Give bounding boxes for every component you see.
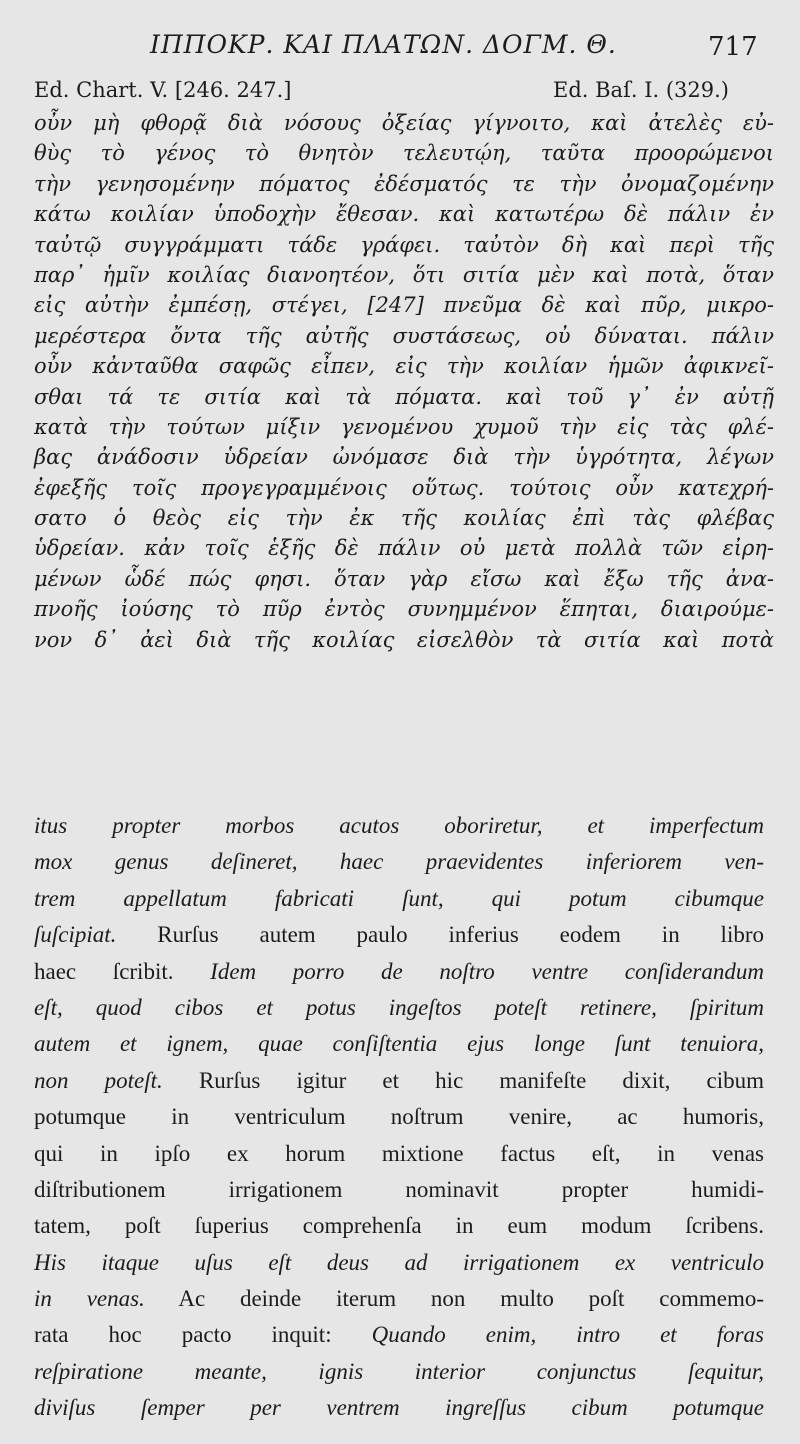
greek-text-line: μένων ὧδέ πώς φησι. ὅταν γὰρ εἴσω καὶ ἔξω τῆς ἀνα- xyxy=(34,566,774,591)
latin-text-line xyxy=(34,844,764,880)
latin-italic-segment: His itaque uſus eſt deus ad irrigationem ex ventriculo xyxy=(34,1249,764,1275)
greek-text-line: ὑδρείαν. κἀν τοῖς ἑξῆς δὲ πάλιν οὐ μετὰ πολλὰ τῶν εἰρη- xyxy=(34,536,774,561)
latin-roman-segment: haec ſcribit. xyxy=(34,958,211,984)
latin-text-line xyxy=(34,1281,764,1317)
greek-text-line: μερέστερα ὄντα τῆς αὐτῆς συστάσεως, οὐ δύναται. πάλιν xyxy=(34,323,774,348)
latin-roman-segment: diſtributionem irrigationem nominavit propter humidi- xyxy=(34,1176,764,1202)
edition-basel-reference: Ed. Baſ. I. (329.) xyxy=(553,78,729,102)
greek-text-line: νον δ᾿ ἀεὶ διὰ τῆς κοιλίας εἰσελθὸν τὰ σιτία καὶ ποτὰ xyxy=(34,627,774,652)
latin-italic-segment: mox genus deſineret, haec praevidentes inferiorem ven- xyxy=(34,849,764,875)
latin-italic-segment: Quando enim, intro et foras xyxy=(371,1322,764,1348)
latin-roman-segment: rata hoc pacto inquit: xyxy=(34,1322,372,1348)
latin-text-line xyxy=(34,1317,764,1353)
greek-text-line: εἰς αὐτὴν ἐμπέσῃ, στέγει, [247] πνεῦμα δὲ καὶ πῦρ, μικρο- xyxy=(34,293,774,318)
latin-italic-segment: itus propter morbos acutos oboriretur, et imperfectum xyxy=(34,813,764,838)
latin-italic-segment: eſt, quod cibos et potus ingeſtos poteſt retinere, ſpiritum xyxy=(34,994,764,1020)
latin-text-line xyxy=(34,808,764,844)
latin-italic-segment: trem appellatum fabricati ſunt, qui potum cibumque xyxy=(34,885,764,911)
latin-text-line xyxy=(34,1172,764,1208)
latin-roman-segment: Rurſus igitur et hic manifeſte dixit, cibum xyxy=(162,1067,764,1093)
greek-text-line: σθαι τά τε σιτία καὶ τὰ πόματα. καὶ τοῦ γ᾿ ἐν αὐτῇ xyxy=(34,384,774,409)
latin-italic-segment: diviſus ſemper per ventrem ingreſſus cibum potumque xyxy=(34,1395,764,1421)
greek-text-line: οὖν κἀνταῦθα σαφῶς εἶπεν, εἰς τὴν κοιλίαν ἡμῶν ἀφικνεῖ- xyxy=(34,354,774,379)
latin-text-line xyxy=(34,1063,764,1099)
latin-italic-segment: reſpiratione meante, ignis interior conjunctus ſequitur, xyxy=(34,1358,764,1384)
greek-text-line: σατο ὁ θεὸς εἰς τὴν ἐκ τῆς κοιλίας ἐπὶ τὰς φλέβας xyxy=(34,506,774,531)
latin-text-line xyxy=(34,917,764,953)
greek-text-line: ταὐτῷ συγγράμματι τάδε γράφει. ταὐτὸν δὴ καὶ περὶ τῆς xyxy=(34,232,774,257)
latin-text-line xyxy=(34,1136,764,1172)
greek-text-line: βας ἀνάδοσιν ὑδρείαν ὠνόμασε διὰ τὴν ὑγρότητα, λέγων xyxy=(34,445,774,470)
latin-text-line xyxy=(34,1390,764,1426)
latin-text-line xyxy=(34,1099,764,1135)
greek-text-line: οὖν μὴ φθορᾷ διὰ νόσους ὀξείας γίγνοιτο, καὶ ἀτελὲς εὐ- xyxy=(34,111,774,135)
greek-text-line: κάτω κοιλίαν ὑποδοχὴν ἔθεσαν. καὶ κατωτέρω δὲ πάλιν ἐν xyxy=(34,202,774,227)
latin-italic-segment: autem et ignem, quae conſiſtentia ejus longe ſunt tenuiora, xyxy=(34,1031,764,1057)
latin-italic-segment: ſuſcipiat. xyxy=(34,922,117,948)
latin-roman-segment: tatem, poſt ſuperius comprehenſa in eum modum ſcribens. xyxy=(34,1213,764,1239)
greek-text-line: κατὰ τὴν τούτων μίξιν γενομένου χυμοῦ τὴν εἰς τὰς φλέ- xyxy=(34,414,774,439)
page-number: 717 xyxy=(708,32,758,62)
greek-text-line: ἐφεξῆς τοῖς προγεγραμμένοις οὕτως. τούτοις οὖν κατεχρή- xyxy=(34,475,774,500)
latin-translation-block xyxy=(34,808,764,1427)
page-header xyxy=(0,28,800,68)
latin-text-line xyxy=(34,1026,764,1062)
edition-references xyxy=(0,78,800,110)
running-title: ΙΠΠΟΚΡ. ΚΑΙ ΠΛΑΤΩΝ. ΔΟΓΜ. Θ. xyxy=(150,30,617,59)
greek-text-block xyxy=(34,108,774,655)
latin-roman-segment: qui in ipſo ex horum mixtione factus eſt, in venas xyxy=(34,1140,764,1166)
greek-text-line: πνοῆς ἰούσης τὸ πῦρ ἐντὸς συνημμένον ἕπηται, διαιρούμε- xyxy=(34,597,774,622)
latin-italic-segment: in venas. xyxy=(34,1286,145,1312)
latin-text-line xyxy=(34,1208,764,1244)
latin-text-line xyxy=(34,954,764,990)
latin-roman-segment: Rurſus autem paulo inferius eodem in libro xyxy=(116,922,764,948)
edition-chart-reference: Ed. Chart. V. [246. 247.] xyxy=(34,78,292,102)
latin-text-line xyxy=(34,881,764,917)
latin-text-line xyxy=(34,1245,764,1281)
greek-text-line: τὴν γενησομένην πόματος ἐδέσματός τε τὴν ὀνομαζομένην xyxy=(34,171,774,196)
greek-text-line: παρ᾿ ἡμῖν κοιλίας διανοητέον, ὅτι σιτία μὲν καὶ ποτὰ, ὅταν xyxy=(34,262,774,287)
latin-text-line xyxy=(34,990,764,1026)
latin-text-line xyxy=(34,1354,764,1390)
latin-roman-segment: potumque in ventriculum noſtrum venire, ac humoris, xyxy=(34,1104,764,1130)
greek-text-line: θὺς τὸ γένος τὸ θνητὸν τελευτῴη, ταῦτα προορώμενοι xyxy=(34,141,774,166)
latin-roman-segment: Ac deinde iterum non multo poſt commemo- xyxy=(144,1286,764,1312)
latin-italic-segment: non poteſt. xyxy=(34,1067,163,1093)
latin-italic-segment: Idem porro de noſtro ventre conſiderandum xyxy=(210,958,764,984)
